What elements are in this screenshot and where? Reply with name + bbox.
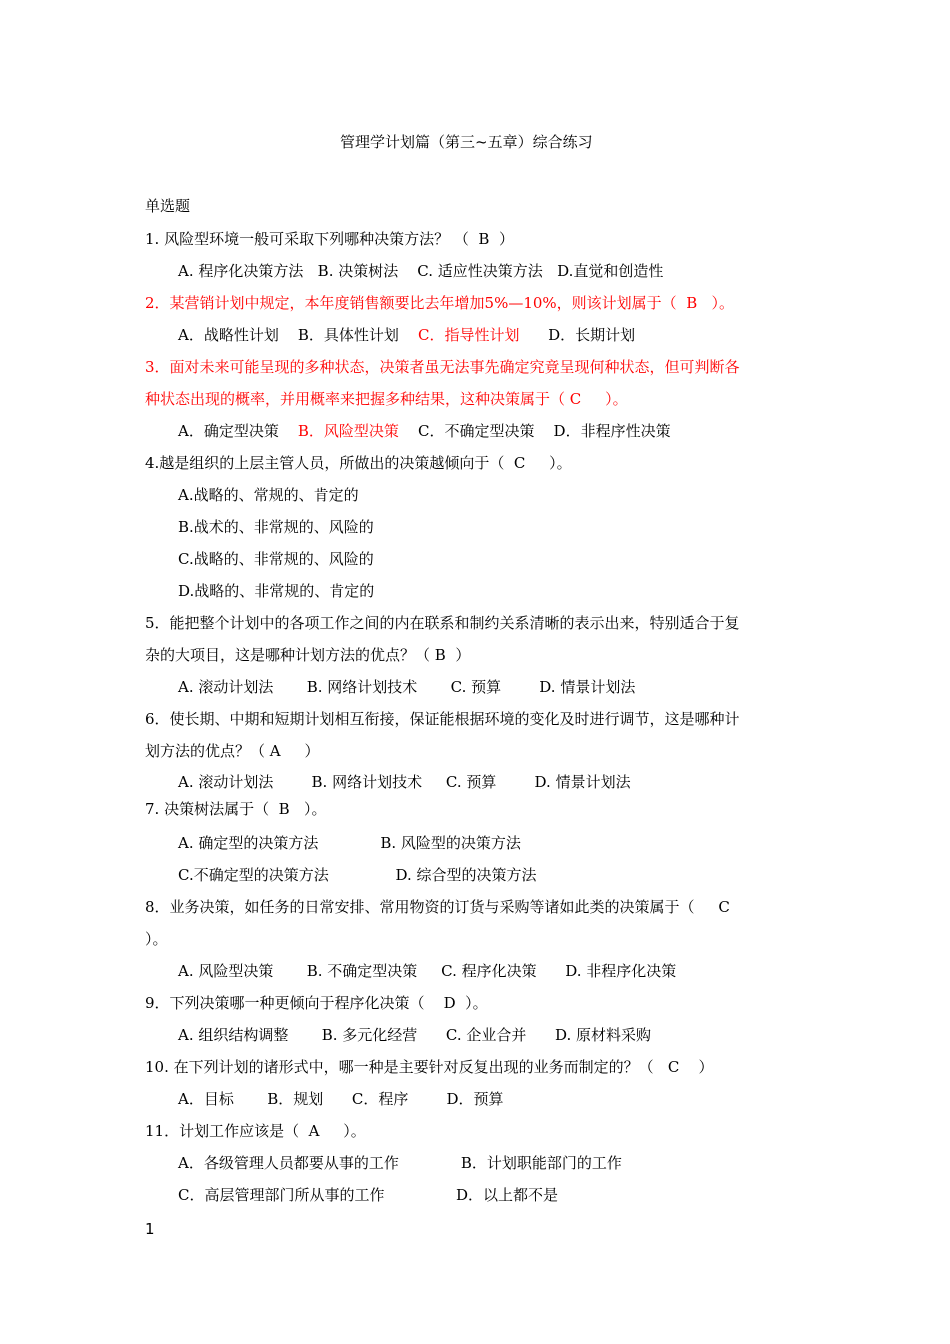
- question-line: A. 确定型的决策方法 B. 风险型的决策方法: [178, 834, 521, 852]
- question-line: 7. 决策树法属于（ B ）。: [145, 800, 327, 818]
- question-line: A. 风险型决策 B. 不确定型决策 C. 程序化决策 D. 非程序化决策: [178, 962, 677, 980]
- question-line: 10. 在下列计划的诸形式中，哪一种是主要针对反复出现的业务而制定的？（ C ）: [145, 1058, 714, 1076]
- question-line: D.战略的、非常规的、肯定的: [178, 582, 375, 600]
- question-line: C.不确定型的决策方法 D. 综合型的决策方法: [178, 866, 537, 884]
- question-line: B.战术的、非常规的、风险的: [178, 518, 374, 536]
- question-line: 2．某营销计划中规定，本年度销售额要比去年增加5%—10%，则该计划属于（ B ）。: [145, 294, 735, 312]
- answer-highlight: C．指导性计划: [418, 326, 520, 344]
- question-line: A．战略性计划 B．具体性计划 C．指导性计划 D．长期计划: [178, 326, 636, 344]
- question-line: 1. 风险型环境一般可采取下列哪种决策方法？ （ B ）: [145, 230, 514, 248]
- question-line: 划方法的优点？（ A ）: [145, 742, 320, 760]
- question-line: A.战略的、常规的、肯定的: [178, 486, 359, 504]
- page-title: 管理学计划篇（第三~五章）综合练习: [340, 133, 593, 151]
- question-line: A. 滚动计划法 B. 网络计划技术 C. 预算 D. 情景计划法: [178, 773, 631, 791]
- question-line: 9．下列决策哪一种更倾向于程序化决策（ D ）。: [145, 994, 488, 1012]
- question-line: ）。: [145, 930, 168, 948]
- question-line: A. 程序化决策方法 B. 决策树法 C. 适应性决策方法 D.直觉和创造性: [178, 262, 664, 280]
- question-line: A．目标 B．规划 C．程序 D．预算: [178, 1090, 504, 1108]
- question-line: A．各级管理人员都要从事的工作 B．计划职能部门的工作: [178, 1154, 622, 1172]
- question-line: 3．面对未来可能呈现的多种状态，决策者虽无法事先确定究竟呈现何种状态，但可判断各: [145, 358, 740, 376]
- question-line: A．确定型决策 B．风险型决策 C．不确定型决策 D．非程序性决策: [178, 422, 671, 440]
- question-line: 6．使长期、中期和短期计划相互衔接，保证能根据环境的变化及时进行调节，这是哪种计: [145, 710, 740, 728]
- section-heading: 单选题: [145, 197, 191, 215]
- question-line: 杂的大项目，这是哪种计划方法的优点？（ B ）: [145, 646, 471, 664]
- question-line: C．高层管理部门所从事的工作 D．以上都不是: [178, 1186, 559, 1204]
- question-line: 11．计划工作应该是（ A ）。: [145, 1122, 366, 1140]
- answer-highlight: B．风险型决策: [297, 422, 399, 440]
- question-line: 种状态出现的概率，并用概率来把握多种结果，这种决策属于（ C ）。: [145, 390, 628, 408]
- question-line: C.战略的、非常规的、风险的: [178, 550, 374, 568]
- question-line: A. 组织结构调整 B. 多元化经营 C. 企业合并 D. 原材料采购: [178, 1026, 652, 1044]
- question-line: 5．能把整个计划中的各项工作之间的内在联系和制约关系清晰的表示出来，特别适合于复: [145, 614, 740, 632]
- question-line: 4.越是组织的上层主管人员，所做出的决策越倾向于（ C ）。: [145, 454, 572, 472]
- page-number: 1: [145, 1220, 155, 1238]
- question-line: A. 滚动计划法 B. 网络计划技术 C. 预算 D. 情景计划法: [178, 678, 636, 696]
- question-line: 8．业务决策，如任务的日常安排、常用物资的订货与采购等诸如此类的决策属于（ C: [145, 898, 730, 916]
